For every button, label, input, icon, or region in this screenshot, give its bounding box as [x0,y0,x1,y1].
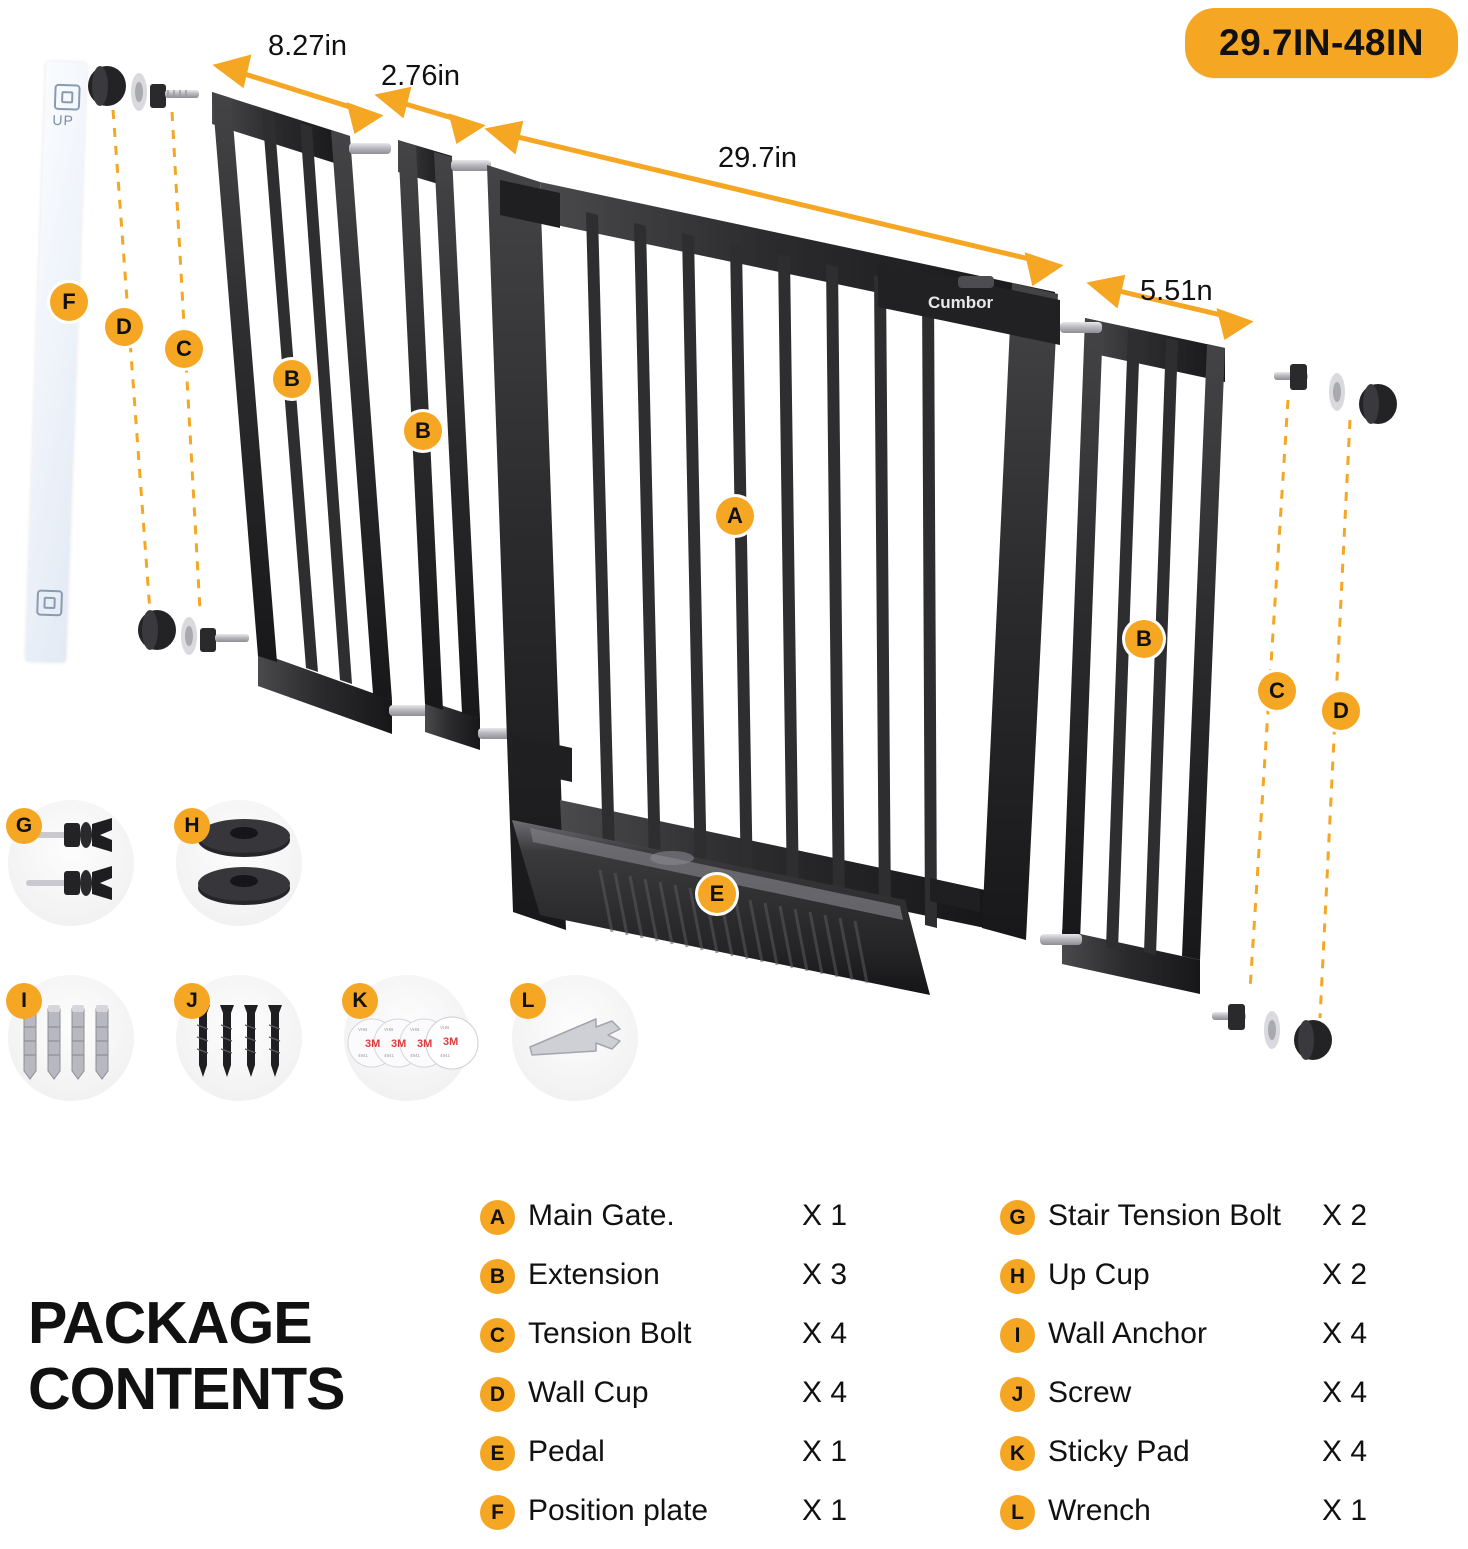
list-item [480,1313,930,1372]
legend-qty-H: X 2 [1322,1258,1368,1291]
legend-column-right [1000,1195,1450,1549]
list-item [1000,1490,1450,1549]
part-letter-H: H [174,808,210,844]
tension-bolt-top-right [1274,364,1397,424]
legend-qty-F: X 1 [802,1494,848,1527]
legend-badge-H: H [1000,1259,1035,1294]
tension-bolt-top-left [88,66,199,111]
legend-name-I: Wall Anchor [1048,1317,1207,1350]
svg-text:3M: 3M [365,1038,381,1050]
svg-text:4941: 4941 [410,1053,421,1058]
legend-badge-I: I [1000,1318,1035,1353]
dimension-label-29-7in: 29.7in [718,142,798,174]
legend-name-H: Up Cup [1048,1258,1150,1291]
legend-column-left [480,1195,930,1549]
svg-text:4941: 4941 [440,1053,451,1058]
legend-name-D: Wall Cup [528,1376,649,1409]
svg-text:VHB: VHB [384,1027,394,1032]
legend-name-C: Tension Bolt [528,1317,692,1350]
legend-badge-G: G [1000,1200,1035,1235]
legend-qty-K: X 4 [1322,1435,1368,1468]
svg-text:3M: 3M [417,1038,433,1050]
legend-badge-D: D [480,1377,515,1412]
dimension-label-2-76in: 2.76in [381,60,461,92]
legend-badge-F: F [480,1495,515,1530]
callout-B-extension-right: B [1125,620,1163,658]
legend-badge-K: K [1000,1436,1035,1471]
legend-qty-G: X 2 [1322,1199,1368,1232]
legend-qty-B: X 3 [802,1258,848,1291]
page-title-line1: PACKAGE [28,1290,312,1356]
part-letter-G: G [6,808,42,844]
part-letter-K: K [342,983,378,1019]
callout-F-position-plate: F [50,283,88,321]
legend-qty-I: X 4 [1322,1317,1368,1350]
legend-name-A: Main Gate. [528,1199,675,1232]
svg-text:3M: 3M [391,1038,407,1050]
legend-qty-D: X 4 [802,1376,848,1409]
list-item [480,1431,930,1490]
list-item [480,1490,930,1549]
tension-bolt-bottom-left [138,610,249,655]
legend-qty-C: X 4 [802,1317,848,1350]
callout-D-wall-cup-right: D [1322,692,1360,730]
extension-panel-right [1040,318,1225,994]
page-title-line2: CONTENTS [28,1356,345,1423]
list-item [480,1372,930,1431]
callout-D-wall-cup-left: D [105,308,143,346]
legend-name-B: Extension [528,1258,660,1291]
list-item [1000,1431,1450,1490]
callout-C-tension-bolt-right: C [1258,672,1296,710]
legend-badge-C: C [480,1318,515,1353]
legend-qty-E: X 1 [802,1435,848,1468]
legend-name-E: Pedal [528,1435,605,1468]
legend-badge-B: B [480,1259,515,1294]
legend-name-L: Wrench [1048,1494,1151,1527]
svg-text:4941: 4941 [384,1053,395,1058]
list-item [480,1254,930,1313]
main-gate [487,165,1060,940]
plate-up-label: UP [52,111,75,129]
size-range-text: 29.7IN-48IN [1219,22,1424,63]
svg-text:Cumbor: Cumbor [928,293,994,312]
legend-qty-A: X 1 [802,1199,848,1232]
part-letter-J: J [174,983,210,1019]
svg-text:VHB: VHB [440,1025,450,1030]
list-item [1000,1254,1450,1313]
dimension-label-5-51in: 5.51n [1140,275,1213,307]
callout-A-main-gate: A [716,497,754,535]
list-item [1000,1195,1450,1254]
legend-name-K: Sticky Pad [1048,1435,1190,1468]
part-letter-I: I [6,983,42,1019]
dimension-label-8-27in: 8.27in [268,30,348,62]
callout-B-extension-left: B [273,360,311,398]
list-item [1000,1313,1450,1372]
callout-C-tension-bolt-left: C [165,330,203,368]
svg-text:4941: 4941 [358,1053,369,1058]
legend-badge-J: J [1000,1377,1035,1412]
list-item [1000,1372,1450,1431]
svg-text:3M: 3M [443,1036,459,1048]
page-title [28,1290,448,1422]
legend-qty-L: X 1 [1322,1494,1368,1527]
tension-bolt-bottom-right [1212,1004,1332,1060]
part-letter-L: L [510,983,546,1019]
svg-text:VHB: VHB [410,1027,420,1032]
legend-name-J: Screw [1048,1376,1132,1409]
callout-E-pedal: E [698,875,736,913]
dimension-arrow-2-76in [380,90,480,140]
legend-badge-L: L [1000,1495,1035,1530]
svg-text:VHB: VHB [358,1027,368,1032]
legend-name-G: Stair Tension Bolt [1048,1199,1281,1232]
legend-name-F: Position plate [528,1494,709,1527]
legend-qty-J: X 4 [1322,1376,1368,1409]
list-item [480,1195,930,1254]
legend-badge-A: A [480,1200,515,1235]
callout-B-extension-narrow: B [404,412,442,450]
legend-badge-E: E [480,1436,515,1471]
